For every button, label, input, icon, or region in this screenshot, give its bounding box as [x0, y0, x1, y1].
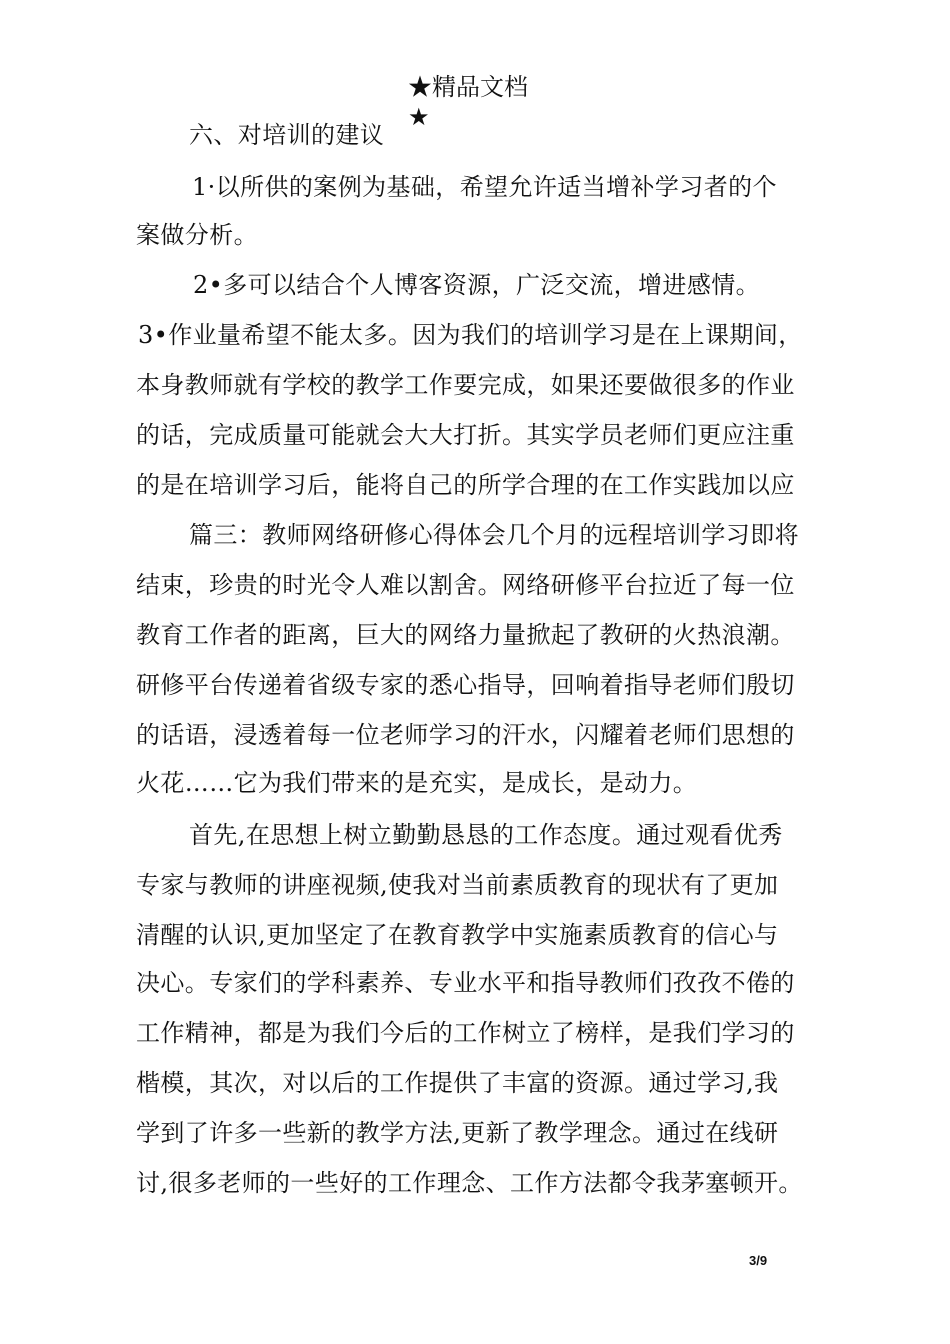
- text-line: 专家与教师的讲座视频,使我对当前素质教育的现状有了更加: [136, 871, 779, 899]
- text-line: 工作精神，都是为我们今后的工作树立了榜样，是我们学习的: [136, 1019, 795, 1047]
- star-icon: ★: [408, 103, 430, 131]
- text-line: 决心。专家们的学科素养、专业水平和指导教师们孜孜不倦的: [136, 969, 795, 997]
- text-line: 的话，完成质量可能就会大大打折。其实学员老师们更应注重: [136, 421, 795, 449]
- text-line: 火花……它为我们带来的是充实，是成长，是动力。: [136, 769, 698, 797]
- text-line: 学到了许多一些新的教学方法,更新了教学理念。通过在线研: [136, 1119, 779, 1147]
- page-number: 3/9: [749, 1253, 768, 1268]
- text-line: 楷模，其次，对以后的工作提供了丰富的资源。通过学习,我: [136, 1069, 779, 1097]
- paragraph-start: 篇三：教师网络研修心得体会几个月的远程培训学习即将: [189, 521, 799, 549]
- text-line: 的话语，浸透着每一位老师学习的汗水，闪耀着老师们思想的: [136, 721, 795, 749]
- section-heading: 六、对培训的建议: [189, 121, 385, 149]
- text-line: 结束，珍贵的时光令人难以割舍。网络研修平台拉近了每一位: [136, 571, 795, 599]
- text-line: 讨,很多老师的一些好的工作理念、工作方法都令我茅塞顿开。: [136, 1169, 803, 1197]
- text-line: 教育工作者的距离，巨大的网络力量掀起了教研的火热浪潮。: [136, 621, 795, 649]
- paragraph-start: 首先,在思想上树立勤勤恳恳的工作态度。通过观看优秀: [189, 821, 783, 849]
- text-line: 的是在培训学习后，能将自己的所学合理的在工作实践加以应: [136, 471, 795, 499]
- text-line: 2•多可以结合个人博客资源，广泛交流，增进感情。: [193, 271, 761, 299]
- text-line: 3•作业量希望不能太多。因为我们的培训学习是在上课期间，: [138, 321, 803, 349]
- text-line: 案做分析。: [136, 221, 258, 249]
- text-line: 研修平台传递着省级专家的悉心指导，回响着指导老师们殷切: [136, 671, 795, 699]
- text-line: 清醒的认识,更加坚定了在教育教学中实施素质教育的信心与: [136, 921, 779, 949]
- document-header-title: ★精品文档: [408, 73, 528, 101]
- text-line: 本身教师就有学校的教学工作要完成，如果还要做很多的作业: [136, 371, 795, 399]
- text-line: 1·以所供的案例为基础，希望允许适当增补学习者的个: [192, 173, 777, 201]
